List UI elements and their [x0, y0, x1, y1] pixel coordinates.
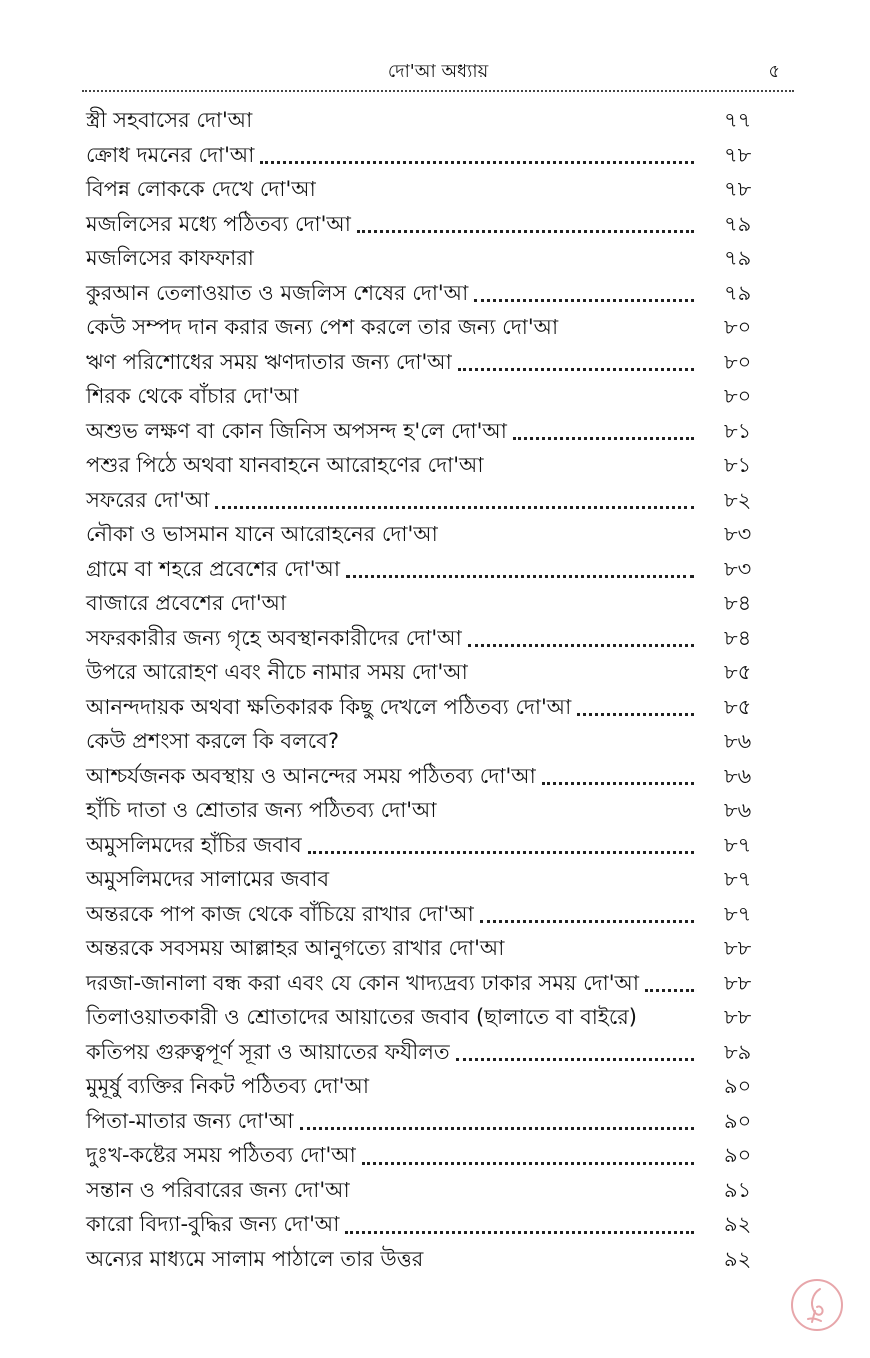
- toc-entry-title: অন্তরকে সবসময় আল্লাহর আনুগত্যে রাখার দো'আ: [86, 936, 505, 961]
- toc-entry: [86, 345, 772, 380]
- toc-entry-page: ৮৮: [724, 1005, 752, 1030]
- toc-entry: [86, 517, 772, 552]
- toc-entry: [86, 655, 772, 690]
- toc-entry: [86, 931, 772, 966]
- toc-entry-page: ৮৭: [724, 867, 752, 892]
- toc-entry: [86, 448, 772, 483]
- toc-entry: [86, 241, 772, 276]
- toc-entry: [86, 310, 772, 345]
- toc-entry: [86, 1104, 772, 1139]
- toc-entry: [86, 483, 772, 518]
- toc-entry: [86, 103, 772, 138]
- toc-entry-page: ৭৮: [724, 142, 752, 167]
- dot-leader: [300, 1127, 694, 1130]
- toc-entry-page: ৮২: [724, 487, 752, 512]
- toc-entry: [86, 793, 772, 828]
- toc-entry: [86, 379, 772, 414]
- toc-entry-title: কেউ প্রশংসা করলে কি বলবে?: [86, 729, 340, 754]
- toc-entry-title: সফরকারীর জন্য গৃহে অবস্থানকারীদের দো'আ: [86, 625, 462, 650]
- dot-leader: [362, 1162, 694, 1165]
- toc-entry-page: ৭৯: [724, 280, 752, 305]
- toc-entry: [86, 1242, 772, 1277]
- toc-entry-page: ৮৪: [724, 591, 752, 616]
- toc-entry-title: আনন্দদায়ক অথবা ক্ষতিকারক কিছু দেখলে পঠিতব্য দো'আ: [86, 694, 572, 719]
- toc-entry-title: বাজারে প্রবেশের দো'আ: [86, 591, 287, 616]
- toc-entry: [86, 552, 772, 587]
- toc-entry-title: স্ত্রী সহবাসের দো'আ: [86, 108, 253, 133]
- toc-entry: [86, 966, 772, 1001]
- toc-entry-page: ৮৮: [724, 936, 752, 961]
- page-title: দো'আ অধ্যায়: [387, 61, 489, 82]
- toc-entry: [86, 621, 772, 656]
- toc-entry: [86, 1000, 772, 1035]
- toc-entry: [86, 1138, 772, 1173]
- toc-entry-page: ৭৮: [724, 177, 752, 202]
- toc-entry-title: পিতা-মাতার জন্য দো'আ: [86, 1108, 294, 1133]
- toc-entry-title: মুমূর্ষু ব্যক্তির নিকট পঠিতব্য দো'আ: [86, 1074, 369, 1099]
- toc-entry-page: ৮৭: [724, 901, 752, 926]
- page-number: ৫: [768, 61, 780, 82]
- toc-entry: [86, 1035, 772, 1070]
- toc-entry-page: ৮৬: [724, 798, 752, 823]
- dot-leader: [308, 851, 694, 854]
- toc-entry-title: ঋণ পরিশোধের সময় ঋণদাতার জন্য দো'আ: [86, 349, 452, 374]
- toc-entry: [86, 172, 772, 207]
- toc-entry-page: ৯০: [724, 1074, 752, 1099]
- toc-entry-page: ৭৯: [724, 211, 752, 236]
- toc-entry: [86, 724, 772, 759]
- toc-entry-page: ৯০: [724, 1143, 752, 1168]
- toc-entry-title: ক্রোধ দমনের দো'আ: [86, 142, 255, 167]
- toc-entry-title: অন্যের মাধ্যমে সালাম পাঠালে তার উত্তর: [86, 1246, 424, 1271]
- quill-logo-icon: [790, 1278, 844, 1332]
- toc-entry-title: দুঃখ-কষ্টের সময় পঠিতব্য দো'আ: [86, 1143, 356, 1168]
- toc-entry-page: ৮০: [724, 349, 752, 374]
- toc-entry-title: পশুর পিঠে অথবা যানবাহনে আরোহণের দো'আ: [86, 453, 484, 478]
- toc-entry: [86, 690, 772, 725]
- toc-entry-page: ৮৫: [724, 660, 752, 685]
- toc-entry-page: ৮০: [724, 315, 752, 340]
- toc-entry: [86, 862, 772, 897]
- toc-entry-page: ৮১: [724, 418, 752, 443]
- toc-entry-page: ৮৩: [724, 556, 752, 581]
- dot-leader: [468, 644, 694, 647]
- toc-entry-title: অমুসলিমদের সালামের জবাব: [86, 867, 330, 892]
- toc-entry-title: কতিপয় গুরুত্বপূর্ণ সূরা ও আয়াতের ফযীলত: [86, 1039, 450, 1064]
- toc-entry-page: ৮৫: [724, 694, 752, 719]
- toc-entry-title: উপরে আরোহণ এবং নীচে নামার সময় দো'আ: [86, 660, 468, 685]
- toc-entry: [86, 759, 772, 794]
- toc-entry-title: অমুসলিমদের হাঁচির জবাব: [86, 832, 302, 857]
- toc-entry: [86, 276, 772, 311]
- toc-entry-page: ৯২: [724, 1246, 752, 1271]
- dot-leader: [458, 368, 694, 371]
- toc-entry-title: তিলাওয়াতকারী ও শ্রোতাদের আয়াতের জবাব (ছালাতে বা বাইরে): [86, 1005, 638, 1030]
- toc-entry-title: মজলিসের কাফফারা: [86, 246, 254, 271]
- toc-entry-page: ৮৭: [724, 832, 752, 857]
- toc-entry-page: ৭৭: [724, 108, 752, 133]
- toc-entry-page: ৯২: [724, 1212, 752, 1237]
- toc-entry-title: দরজা-জানালা বন্ধ করা এবং যে কোন খাদ্যদ্রব্য ঢাকার সময় দো'আ: [86, 970, 640, 995]
- dot-leader: [345, 1231, 694, 1234]
- dot-leader: [456, 1058, 694, 1061]
- toc-entry-page: ৮৬: [724, 763, 752, 788]
- table-of-contents: [86, 103, 772, 1276]
- toc-entry-page: ৮০: [724, 384, 752, 409]
- toc-entry-title: বিপন্ন লোককে দেখে দো'আ: [86, 177, 316, 202]
- toc-entry-page: ৯১: [724, 1177, 752, 1202]
- toc-entry-title: আশ্চর্যজনক অবস্থায় ও আনন্দের সময় পঠিতব্য দো'আ: [86, 763, 536, 788]
- toc-entry-page: ৮৬: [724, 729, 752, 754]
- dot-leader: [542, 782, 694, 785]
- toc-entry: [86, 414, 772, 449]
- toc-entry-page: ৮৮: [724, 970, 752, 995]
- dot-leader: [346, 575, 694, 578]
- toc-entry-title: নৌকা ও ভাসমান যানে আরোহনের দো'আ: [86, 522, 438, 547]
- toc-entry-title: সফরের দো'আ: [86, 487, 210, 512]
- toc-entry-page: ৮১: [724, 453, 752, 478]
- toc-entry: [86, 207, 772, 242]
- toc-entry-title: কেউ সম্পদ দান করার জন্য পেশ করলে তার জন্য দো'আ: [86, 315, 559, 340]
- page-header: [82, 58, 794, 92]
- toc-entry-title: সন্তান ও পরিবারের জন্য দো'আ: [86, 1177, 350, 1202]
- toc-entry: [86, 138, 772, 173]
- dot-leader: [645, 989, 694, 992]
- toc-entry-page: ৮৯: [724, 1039, 752, 1064]
- toc-entry: [86, 1207, 772, 1242]
- toc-entry-title: গ্রামে বা শহরে প্রবেশের দো'আ: [86, 556, 340, 581]
- dot-leader: [513, 437, 694, 440]
- toc-entry-page: ৮৪: [724, 625, 752, 650]
- dot-leader: [260, 161, 694, 164]
- dot-leader: [357, 230, 694, 233]
- dot-leader: [215, 506, 694, 509]
- toc-entry-title: অশুভ লক্ষণ বা কোন জিনিস অপসন্দ হ'লে দো'আ: [86, 418, 507, 443]
- toc-entry-page: ৯০: [724, 1108, 752, 1133]
- toc-entry-title: কুরআন তেলাওয়াত ও মজলিস শেষের দো'আ: [86, 280, 469, 305]
- toc-entry-title: শিরক থেকে বাঁচার দো'আ: [86, 384, 299, 409]
- toc-entry-page: ৮৩: [724, 522, 752, 547]
- toc-entry-page: ৭৯: [724, 246, 752, 271]
- toc-entry-title: মজলিসের মধ্যে পঠিতব্য দো'আ: [86, 211, 351, 236]
- dot-leader: [474, 299, 694, 302]
- toc-entry: [86, 828, 772, 863]
- toc-entry: [86, 586, 772, 621]
- toc-entry-title: অন্তরকে পাপ কাজ থেকে বাঁচিয়ে রাখার দো'আ: [86, 901, 474, 926]
- toc-entry: [86, 1069, 772, 1104]
- dot-leader: [577, 713, 694, 716]
- toc-entry: [86, 897, 772, 932]
- toc-entry-title: হাঁচি দাতা ও শ্রোতার জন্য পঠিতব্য দো'আ: [86, 798, 437, 823]
- dot-leader: [480, 920, 694, 923]
- toc-entry: [86, 1173, 772, 1208]
- toc-entry-title: কারো বিদ্যা-বুদ্ধির জন্য দো'আ: [86, 1212, 340, 1237]
